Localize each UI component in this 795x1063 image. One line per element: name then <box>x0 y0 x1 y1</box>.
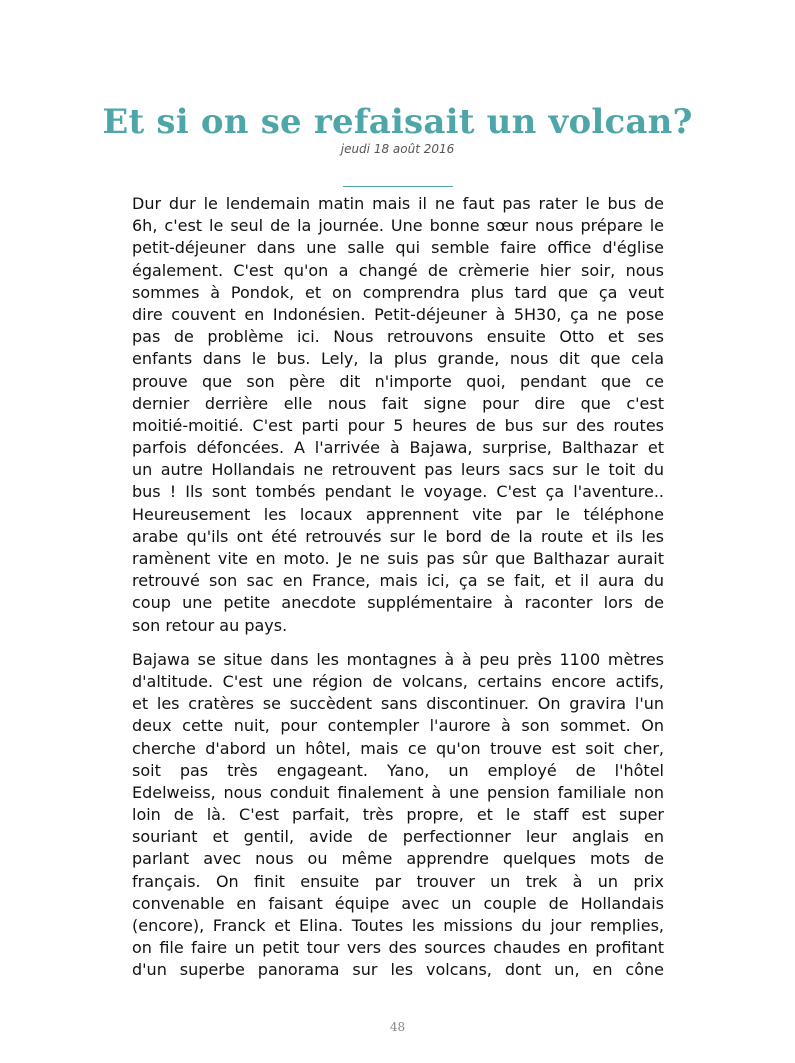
article-body <box>132 193 664 994</box>
text-line: Edelweiss, nous conduit finalement à une pension familiale non <box>132 782 664 802</box>
text-line: soit pas très engageant. Yano, un employé de l'hôtel <box>132 760 664 780</box>
text-line: coup une petite anecdote supplémentaire à raconter lors de <box>132 593 664 613</box>
text-line: 6h, c'est le seul de la journée. Une bonne sœur nous prépare le <box>132 216 664 236</box>
text-line: pas de problème ici. Nous retrouvons ensuite Otto et ses <box>132 327 664 347</box>
post-date: jeudi 18 août 2016 <box>340 142 455 156</box>
text-line: parfois défoncées. A l'arrivée à Bajawa, surprise, Balthazar et <box>132 438 664 458</box>
paragraph <box>132 649 664 982</box>
text-line: arabe qu'ils ont été retrouvés sur le bord de la route et ils les <box>132 526 664 546</box>
text-line: son retour au pays. <box>132 615 288 635</box>
text-line: d'altitude. C'est une région de volcans, certains encore actifs, <box>132 671 664 691</box>
text-line: également. C'est qu'on a changé de crèmerie hier soir, nous <box>132 260 664 280</box>
text-line: d'un superbe panorama sur les volcans, dont un, en cône <box>132 960 664 980</box>
text-line: Dur dur le lendemain matin mais il ne faut pas rater le bus de <box>132 194 664 213</box>
text-line: Heureusement les locaux apprennent vite par le téléphone <box>132 504 664 524</box>
text-line: prouve que son père dit n'importe quoi, pendant que ce <box>132 371 664 391</box>
text-line: un autre Hollandais ne retrouvent pas leurs sacs sur le toit du <box>132 460 664 480</box>
text-line: convenable en faisant équipe avec un couple de Hollandais <box>132 893 664 913</box>
text-line: cherche d'abord un hôtel, mais ce qu'on trouve est soit cher, <box>132 738 664 758</box>
text-line: parlant avec nous ou même apprendre quelques mots de <box>132 849 664 869</box>
text-line: deux cette nuit, pour contempler l'aurore à son sommet. On <box>132 716 664 736</box>
text-line: sommes à Pondok, et on comprendra plus tard que ça veut <box>132 282 664 302</box>
text-line: Bajawa se situe dans les montagnes à à peu près 1100 mètres <box>132 649 664 669</box>
text-line: retrouvé son sac en France, mais ici, ça se fait, et il aura du <box>132 571 664 591</box>
text-line: loin de là. C'est parfait, très propre, et le staff est super <box>132 805 664 825</box>
text-line: et les cratères se succèdent sans discontinuer. On gravira l'un <box>132 694 664 714</box>
text-line: français. On finit ensuite par trouver un trek à un prix <box>132 871 664 891</box>
page-number: 48 <box>389 1020 406 1034</box>
title-divider <box>343 186 453 187</box>
text-line: ramènent vite en moto. Je ne suis pas sûr que Balthazar aurait <box>132 549 664 568</box>
text-line: (encore), Franck et Elina. Toutes les missions du jour remplies, <box>132 916 664 935</box>
text-line: souriant et gentil, avide de perfectionner leur anglais en <box>132 827 664 847</box>
page-title: Et si on se refaisait un volcan? <box>102 102 693 142</box>
text-line: on file faire un petit tour vers des sources chaudes en profitant <box>132 938 664 958</box>
text-line: dernier derrière elle nous fait signe pour dire que c'est <box>132 393 664 413</box>
text-line: bus ! Ils sont tombés pendant le voyage. C'est ça l'aventure.. <box>132 482 664 502</box>
text-line: dire couvent en Indonésien. Petit-déjeuner à 5H30, ça ne pose <box>132 304 664 324</box>
text-line: petit-déjeuner dans une salle qui semble faire office d'église <box>132 238 664 258</box>
paragraph <box>132 193 664 637</box>
text-line: enfants dans le bus. Lely, la plus grande, nous dit que cela <box>132 349 664 369</box>
text-line: moitié-moitié. C'est parti pour 5 heures de bus sur des routes <box>132 415 664 435</box>
